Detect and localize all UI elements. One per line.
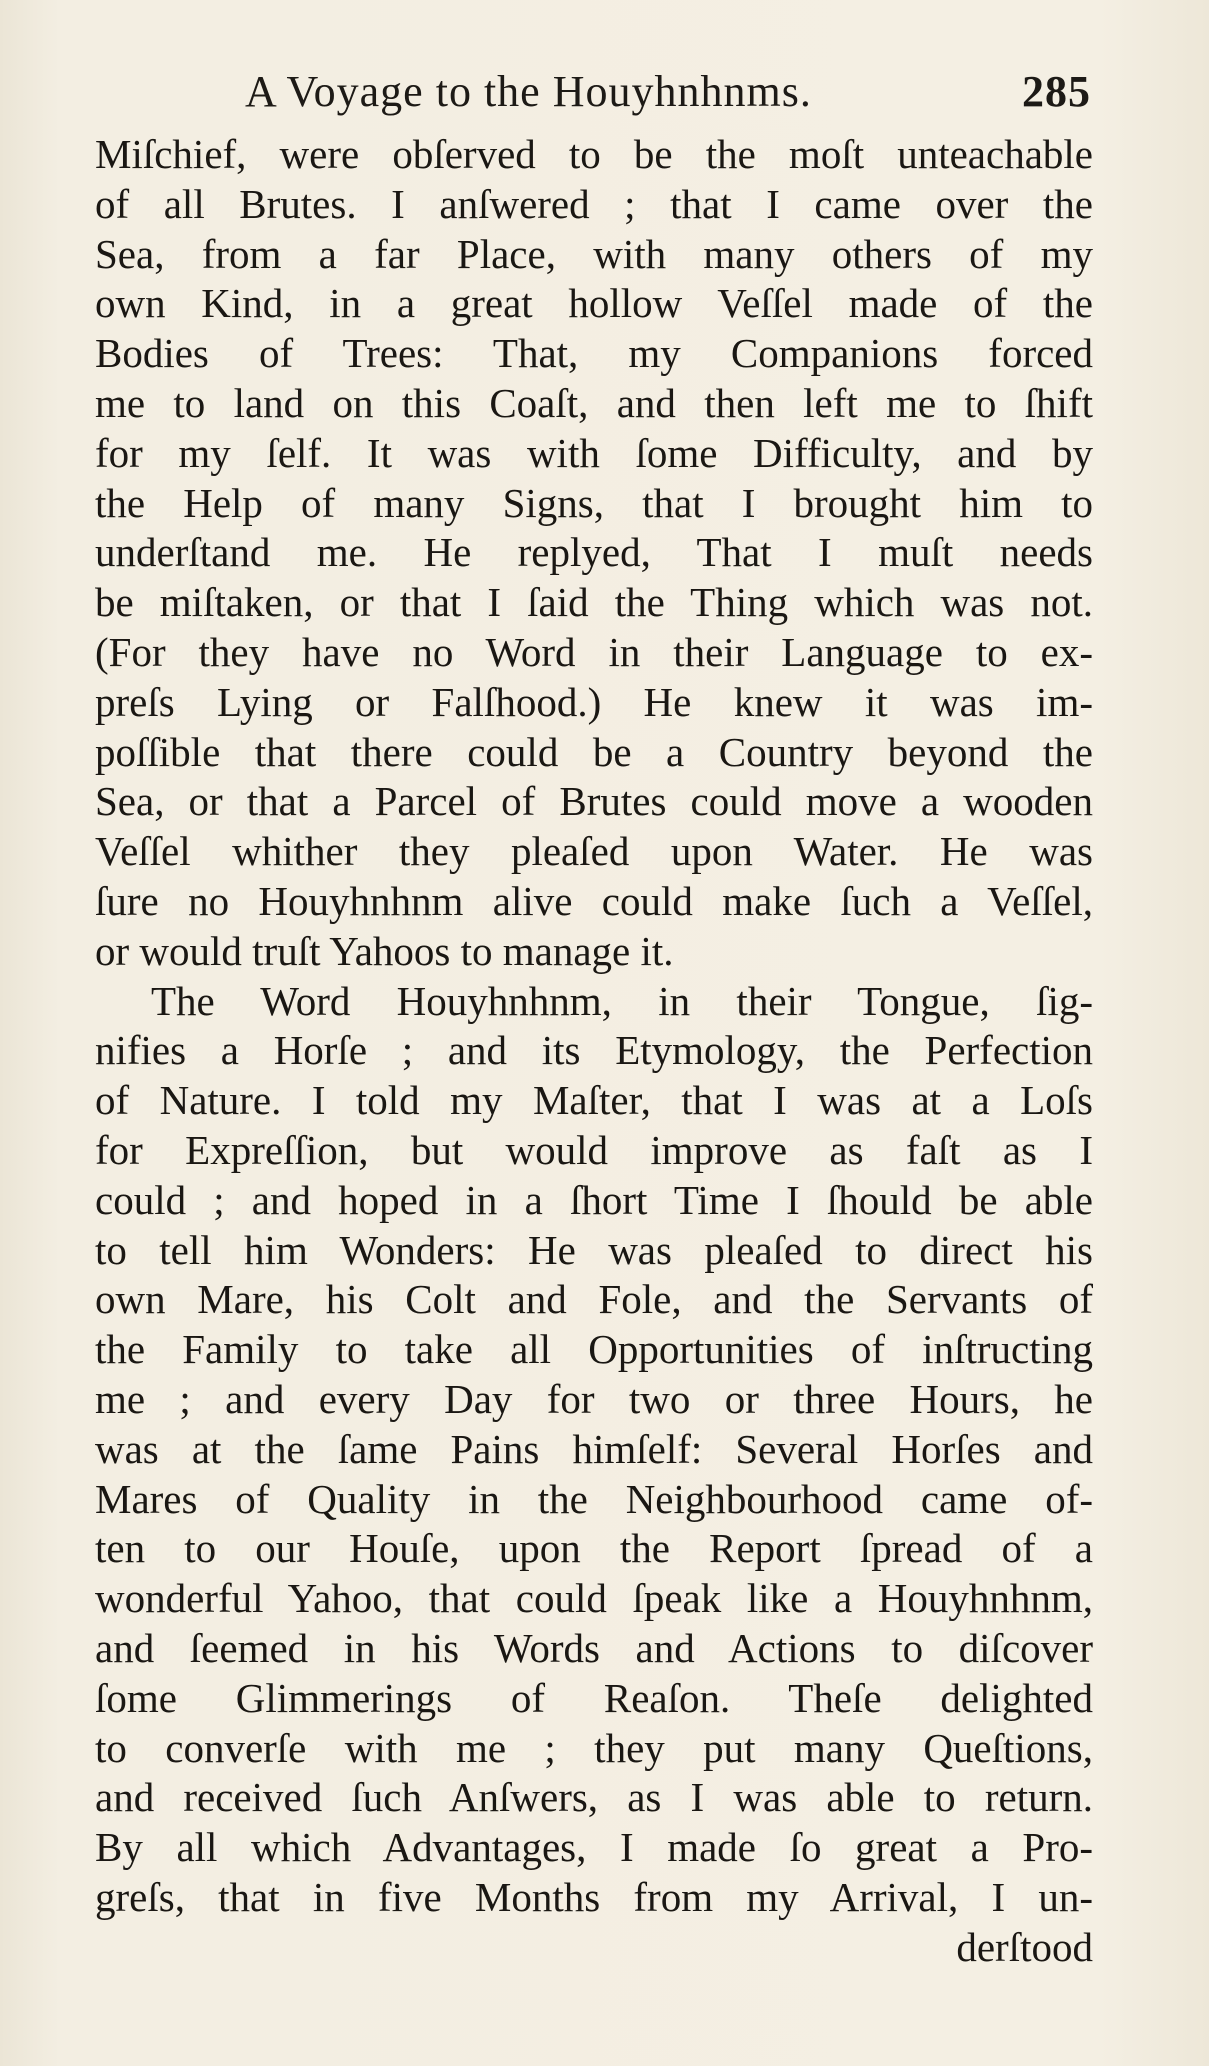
text-line: own Mare, his Colt and Fole, and the Servants of	[95, 1276, 1093, 1323]
text-line: ſure no Houyhnhnm alive could make ſuch a Veſſel,	[95, 877, 1093, 924]
text-line: could ; and hoped in a ſhort Time I ſhould be able	[95, 1176, 1093, 1223]
text-line: Bodies of Trees: That, my Companions forced	[95, 330, 1093, 377]
text-line: the Family to take all Opportunities of inſtructing	[95, 1326, 1093, 1373]
text-line: ſome Glimmerings of Reaſon. Theſe delighted	[95, 1674, 1093, 1721]
text-line: Sea, or that a Parcel of Brutes could move a wooden	[95, 778, 1093, 825]
text-line-paragraph-start: The Word Houyhnhnm, in their Tongue, ſig-	[151, 977, 1093, 1024]
text-line: wonderful Yahoo, that could ſpeak like a Houyhnhnm,	[95, 1575, 1093, 1622]
text-line-paragraph-end: or would truſt Yahoos to manage it.	[95, 927, 674, 974]
text-line: By all which Advantages, I made ſo great a Pro-	[95, 1824, 1093, 1871]
text-line: Mares of Quality in the Neighbourhood came of-	[95, 1475, 1093, 1522]
text-line: underſtand me. He replyed, That I muſt needs	[95, 529, 1093, 576]
text-line: Miſchief, were obſerved to be the moſt unteachable	[95, 131, 1093, 177]
text-line: for Expreſſion, but would improve as faſt as I	[95, 1126, 1093, 1173]
text-line: to tell him Wonders: He was pleaſed to direct his	[95, 1226, 1093, 1273]
text-line: (For they have no Word in their Language to ex-	[95, 628, 1093, 675]
page-header	[245, 62, 1091, 122]
text-line: preſs Lying or Falſhood.) He knew it was im-	[95, 678, 1093, 725]
text-line: be miſtaken, or that I ſaid the Thing which was not.	[95, 579, 1093, 626]
text-line: and ſeemed in his Words and Actions to diſcover	[95, 1624, 1093, 1671]
text-line: for my ſelf. It was with ſome Difficulty, and by	[95, 429, 1093, 476]
text-line: ten to our Houſe, upon the Report ſpread of a	[95, 1525, 1093, 1572]
text-line: was at the ſame Pains himſelf: Several Horſes and	[95, 1425, 1093, 1472]
text-line: of Nature. I told my Maſter, that I was at a Loſs	[95, 1077, 1093, 1124]
page-number: 285	[1022, 67, 1091, 116]
running-title: A Voyage to the Houyhnhnms.	[245, 67, 812, 116]
body-text	[95, 130, 1093, 1972]
text-line: me to land on this Coaſt, and then left me to ſhift	[95, 379, 1093, 426]
text-line: and received ſuch Anſwers, as I was able to return.	[95, 1774, 1093, 1821]
text-line: Veſſel whither they pleaſed upon Water. He was	[95, 828, 1093, 875]
text-line: own Kind, in a great hollow Veſſel made of the	[95, 280, 1093, 327]
text-line: nifies a Horſe ; and its Etymology, the Perfection	[95, 1027, 1093, 1074]
text-line: poſſible that there could be a Country beyond the	[95, 728, 1093, 775]
text-line: the Help of many Signs, that I brought him to	[95, 479, 1093, 526]
text-line: Sea, from a far Place, with many others of my	[95, 230, 1093, 277]
text-line: of all Brutes. I anſwered ; that I came over the	[95, 180, 1093, 227]
text-line: greſs, that in five Months from my Arrival, I un-	[95, 1873, 1093, 1920]
catchword: derſtood	[956, 1923, 1093, 1970]
text-line: to converſe with me ; they put many Queſtions,	[95, 1724, 1093, 1771]
text-line: me ; and every Day for two or three Hours, he	[95, 1375, 1093, 1422]
